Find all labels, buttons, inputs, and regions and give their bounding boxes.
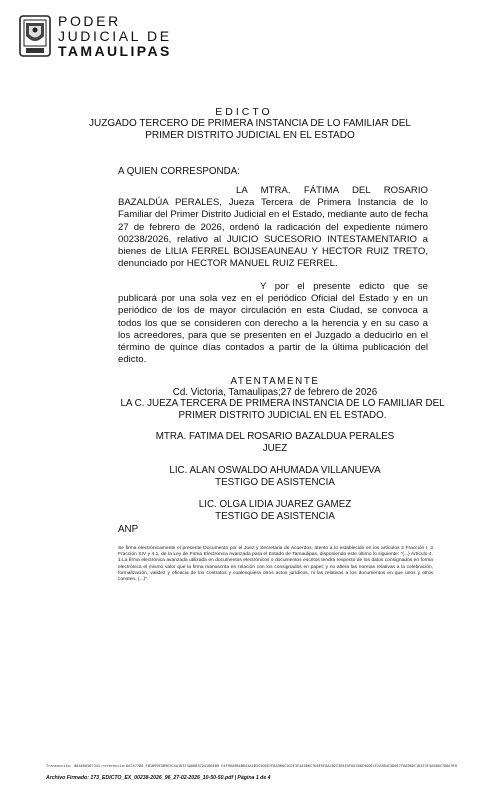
paragraph-1 [118, 185, 428, 270]
signatory-2 [100, 465, 450, 489]
signatory-title: JUEZ [262, 443, 288, 455]
paragraph-2 [118, 281, 428, 366]
court-name [60, 118, 440, 141]
signatory-title: TESTIGO DE ASISTENCIA [215, 511, 335, 523]
role-line-1: LA C. JUEZA TERCERA DE PRIMERA INSTANCIA DE LO FAMILIAR DEL [120, 398, 445, 409]
signatory-name: LIC. ALAN OSWALDO AHUMADA VILLANUEVA [169, 465, 381, 476]
court-line-1: JUZGADO TERCERO DE PRIMERA INSTANCIA DE LO FAMILIAR DEL [89, 118, 411, 129]
header-line-3: TAMAULIPAS [58, 43, 172, 59]
signatory-3 [100, 499, 450, 523]
header-line-1: PODER [58, 13, 121, 29]
document-title: EDICTO [215, 106, 273, 118]
initials: ANP [118, 524, 139, 535]
court-line-2: PRIMER DISTRITO JUDICIAL EN EL ESTADO [145, 129, 355, 141]
coat-of-arms-seal-icon [18, 14, 52, 58]
signatory-name: MTRA. FATIMA DEL ROSARIO BAZALDUA PERALES [155, 431, 395, 442]
place-date: Cd. Victoria, Tamaulipas;27 de febrero de 2026 [172, 387, 378, 398]
signed-file-footer: Archivo Firmado: 173_EDICTO_EX_00238-2026_96_27-02-2026_10-50-50.pdf | Página 1 de 4 [46, 775, 271, 781]
atentamente: ATENTAMENTE [230, 376, 320, 387]
role-line-2: PRIMER DISTRITO JUDICIAL EN EL ESTADO. [178, 410, 387, 422]
electronic-signature-note: Se firma electrónicamente el presente Documento por el Juez y Secretaria de Acuerdos, atento a lo establecido en los artículos 2 Fracción I, 3 Fracción XIV y 4.1, de la Ley de Firma Electrónica Avanzada para el Estado de Tamaulipas, disponiendo este último lo siguiente: "(...) Artículo 4. 1.La firma electrónica avanzada utilizada en documentos electrónicos o documentos escritos tendrá respecto de los datos consignados en forma electrónica el mismo valor que la firma manuscrita en relación con los consignados en papel; y no altera las normas relativas a la celebración, formalización, validez y eficacia de los contratos y cualesquiera otros actos jurídicos, ni las relativas a los documentos en que unos y otros consten. (...)". [118, 546, 433, 583]
signatory-name: LIC. OLGA LIDIA JUAREZ GAMEZ [198, 499, 352, 510]
signatory-title: TESTIGO DE ASISTENCIA [215, 477, 335, 489]
header-line-2: JUDICIAL DE [58, 28, 172, 44]
paragraph-1-text: LA MTRA. FÁTIMA DEL ROSARIO BAZALDÚA PERALES, Jueza Tercera de Primera Instancia de lo Familiar del Primer Distrito Judicial en el Estado, mediante auto de fecha 27 de febrero de 2026, ordenó la radicación del expediente número 00238/2026, relativo al JUICIO SUCESORIO INTESTAMENTARIO a bienes de LILIA FERREL BOIJSEAUNEAU Y HECTOR RUIZ TRETO, denunciado por HECTOR MANUEL RUIZ FERREL. [118, 185, 428, 270]
addressee: A QUIEN CORRESPONDA: [118, 166, 240, 177]
institution-header [18, 14, 172, 74]
signatory-1 [100, 431, 450, 455]
paragraph-2-text: Y por el presente edicto que se publicará por una sola vez en el periódico Oficial del Estado y en un periódico de los de mayor circulación en esta Ciudad, se convoca a todos los que se consideren con derecho a la herencia y en su caso a los acreedores, para que se presenten en el Juzgado a deducirlo en el término de quince días contados a partir de la última publicación del edicto. [118, 281, 428, 366]
judge-role [110, 398, 455, 422]
transaction-hash: Transacción: 884696567341;referencia:6A7A77B8 FB1B99E3B9E5C4A1D3F4A66B3C2A1B6E88 E4F96A9B4BD44A1B3C5D6E7F8A9B0C1D2E3F4A5B6C7D8E9F0A1B2C3D4E5F6A7B8C9D0E1F2A3B4C5D6E7F8A9B0C1D2E3F4A5B6C7D8E9F0 [46, 764, 458, 768]
